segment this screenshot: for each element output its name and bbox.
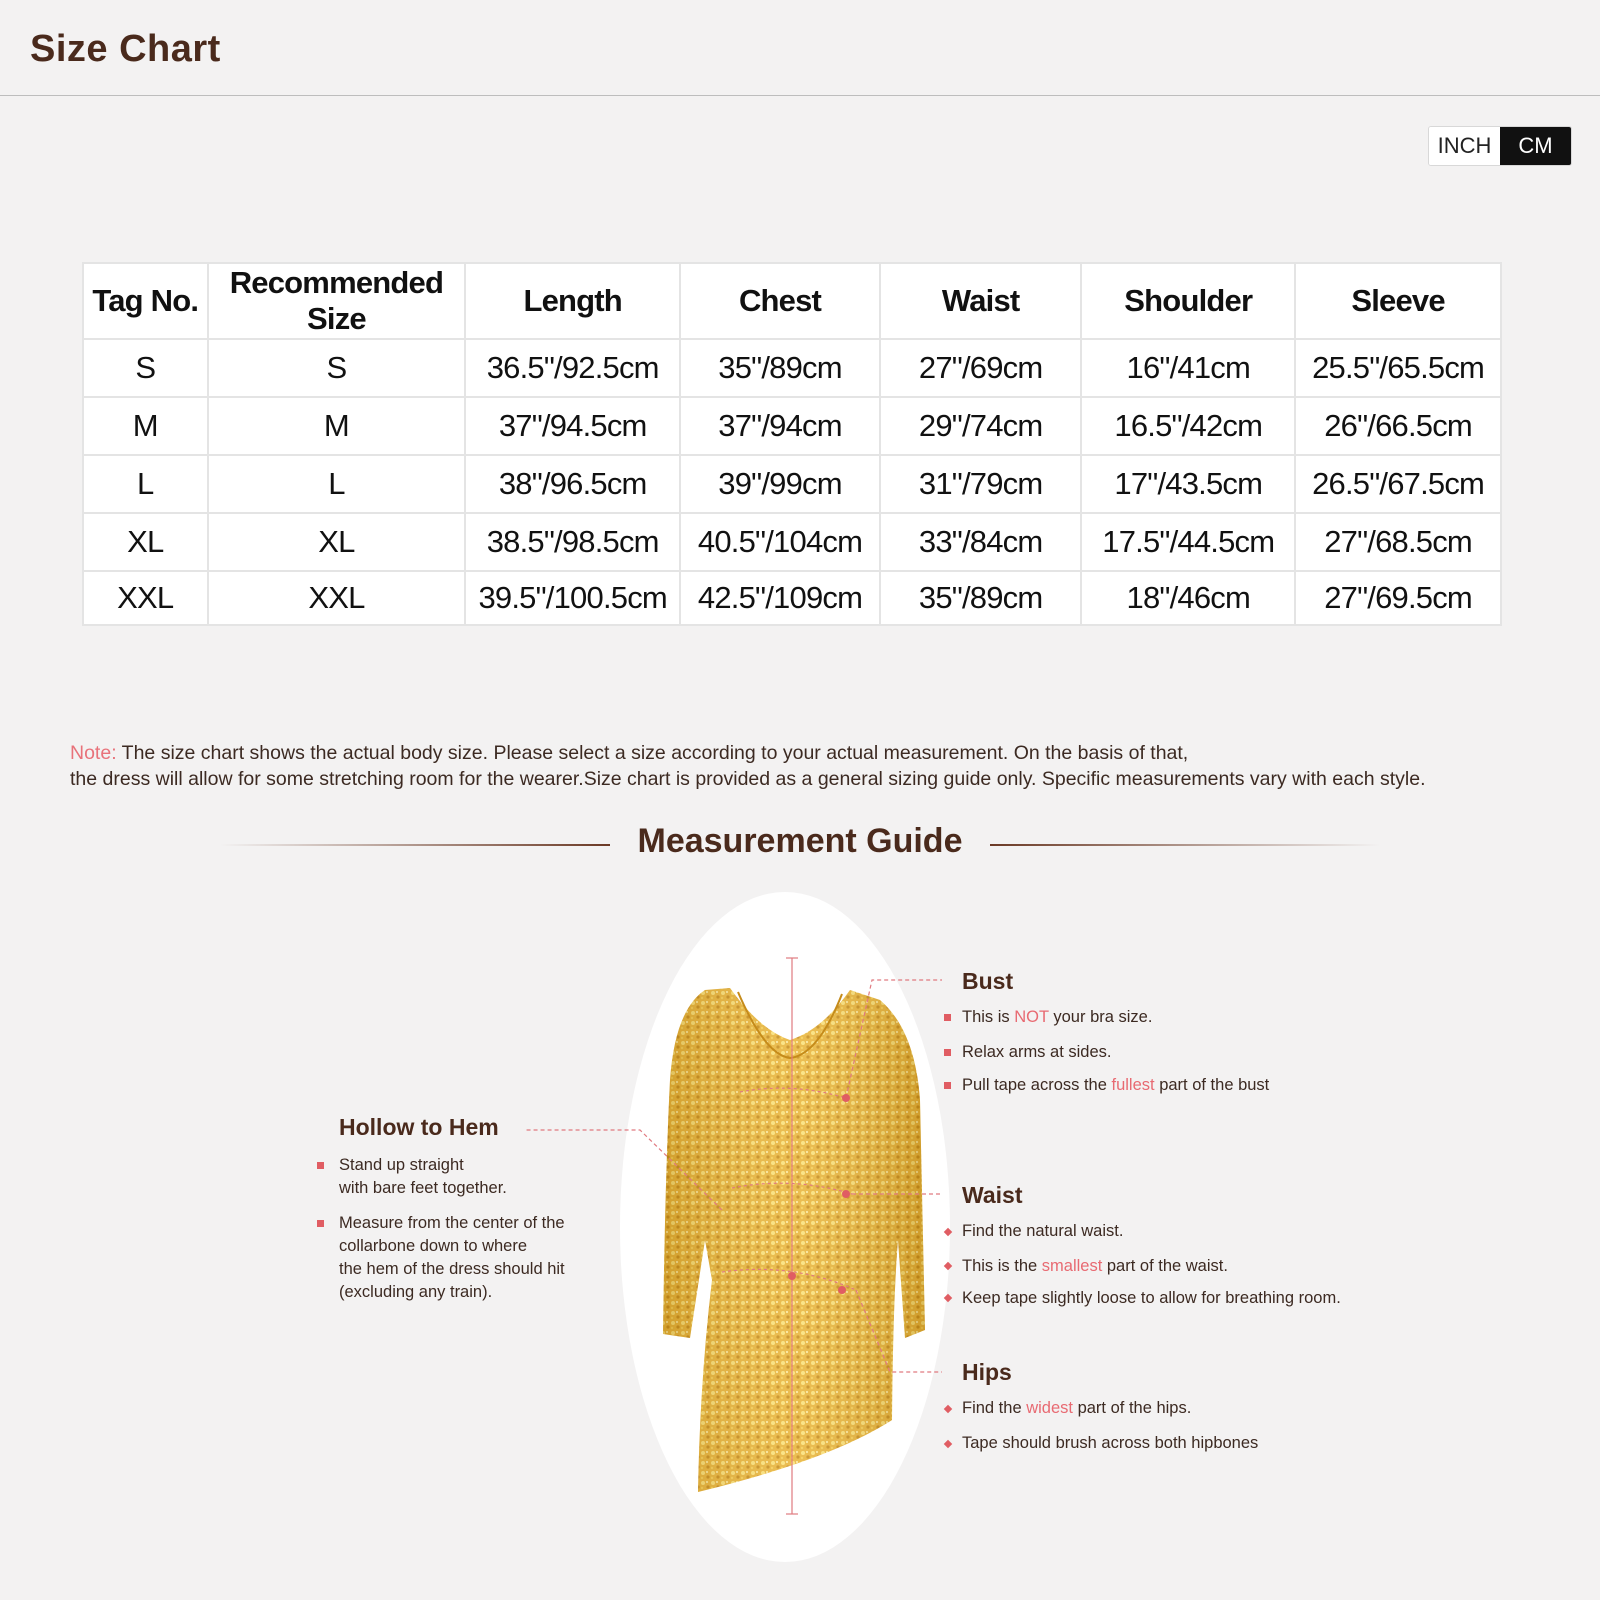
waist-item: Keep tape slightly loose to allow for breathing room. [962,1289,1341,1307]
bust-item: This is NOT your bra size. [962,1008,1153,1026]
table-cell: 38.5"/98.5cm [465,513,680,571]
page-title: Size Chart [30,28,221,70]
bullet-icon [944,1014,951,1021]
table-cell: 42.5"/109cm [680,571,880,625]
table-cell: XXL [83,571,208,625]
column-header: Chest [680,263,880,339]
table-cell: 27"/69cm [880,339,1082,397]
text-line: with bare feet together. [339,1179,507,1197]
table-cell: L [83,455,208,513]
table-cell: 26.5"/67.5cm [1295,455,1501,513]
table-cell: 38"/96.5cm [465,455,680,513]
table-cell: S [83,339,208,397]
table-cell: 25.5"/65.5cm [1295,339,1501,397]
text-line: (excluding any train). [339,1283,493,1301]
text-line: collarbone down to where [339,1237,528,1255]
bust-item: Pull tape across the fullest part of the bust [962,1076,1270,1094]
table-cell: S [208,339,466,397]
note-text: The size chart shows the actual body size. Please select a size according to your actual measurement. On the basis of that, [116,742,1189,764]
table-cell: 18"/46cm [1081,571,1295,625]
table-cell: M [83,397,208,455]
table-cell: 26"/66.5cm [1295,397,1501,455]
table-cell: L [208,455,466,513]
column-header: Recommended Size [208,263,466,339]
hips-item: Find the widest part of the hips. [962,1399,1192,1417]
hollow-to-hem-item [339,1212,565,1304]
table-cell: 35"/89cm [680,339,880,397]
waist-item: This is the smallest part of the waist. [962,1257,1228,1275]
inch-button[interactable]: INCH [1429,127,1500,165]
table-cell: XL [83,513,208,571]
table-cell: 40.5"/104cm [680,513,880,571]
table-cell: XXL [208,571,466,625]
waist-heading: Waist [962,1182,1023,1208]
table-cell: 36.5"/92.5cm [465,339,680,397]
hollow-to-hem-heading: Hollow to Hem [339,1114,499,1140]
column-header: Shoulder [1081,263,1295,339]
column-header: Sleeve [1295,263,1501,339]
table-cell: XL [208,513,466,571]
table-cell: 16"/41cm [1081,339,1295,397]
table-cell: 16.5"/42cm [1081,397,1295,455]
note-label: Note: [70,742,117,764]
table-cell: 31"/79cm [880,455,1082,513]
table-cell: 27"/69.5cm [1295,571,1501,625]
bullet-icon [317,1220,324,1227]
measurement-guide-title: Measurement Guide [637,822,963,860]
waist-item: Find the natural waist. [962,1222,1124,1240]
table-cell: 35"/89cm [880,571,1082,625]
table-cell: 33"/84cm [880,513,1082,571]
table-cell: 39.5"/100.5cm [465,571,680,625]
table-cell: 39"/99cm [680,455,880,513]
bust-item: Relax arms at sides. [962,1043,1112,1061]
bust-heading: Bust [962,968,1014,994]
hips-heading: Hips [962,1359,1012,1385]
text-line: the hem of the dress should hit [339,1260,565,1278]
table-cell: 37"/94cm [680,397,880,455]
column-header: Tag No. [83,263,208,339]
dress-icon [663,988,925,1492]
column-header: Waist [880,263,1082,339]
note-line: the dress will allow for some stretching room for the wearer.Size chart is provided as a general sizing guide only. Specific measurements vary with each style. [70,768,1426,790]
hips-item: Tape should brush across both hipbones [962,1434,1259,1452]
cm-button[interactable]: CM [1500,127,1571,165]
bullet-icon [944,1049,951,1056]
table-cell: 29"/74cm [880,397,1082,455]
table-cell: 17"/43.5cm [1081,455,1295,513]
text-line: Measure from the center of the [339,1214,565,1232]
table-cell: M [208,397,466,455]
bullet-icon [944,1082,951,1089]
table-cell: 17.5"/44.5cm [1081,513,1295,571]
bullet-icon [317,1162,324,1169]
table-cell: 27"/68.5cm [1295,513,1501,571]
column-header: Length [465,263,680,339]
table-cell: 37"/94.5cm [465,397,680,455]
hollow-to-hem-item [339,1154,507,1200]
text-line: Stand up straight [339,1156,464,1174]
